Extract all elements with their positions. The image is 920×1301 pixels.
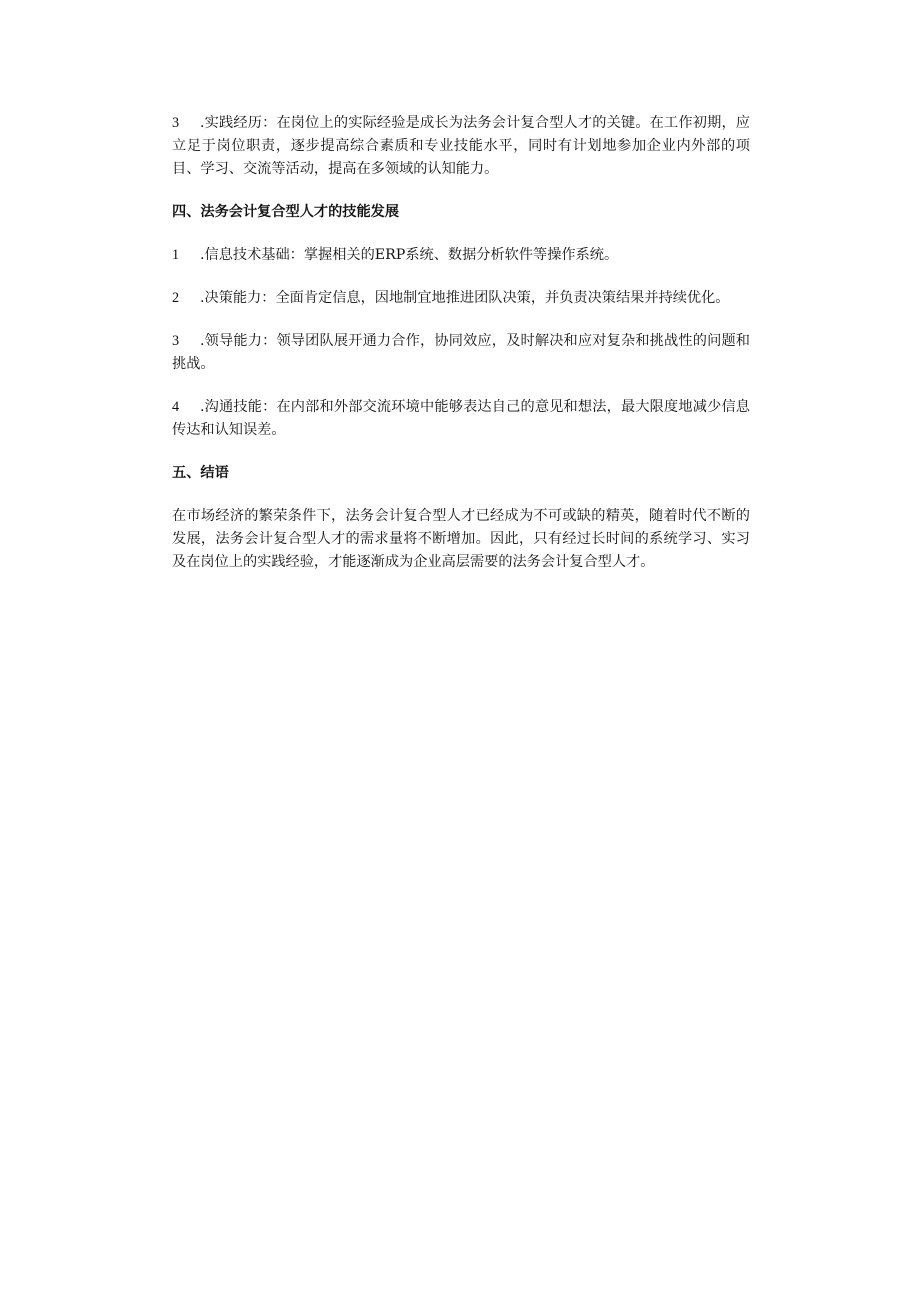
paragraph-text: .沟通技能：在内部和外部交流环境中能够表达自己的意见和想法，最大限度地减少信息传达和认知误差。 (172, 399, 750, 438)
practice-experience-paragraph (172, 112, 750, 181)
item-number: 3 (172, 115, 180, 131)
item-number: 1 (172, 247, 180, 263)
document-page (172, 112, 750, 574)
skill-item-leadership (172, 330, 750, 376)
item-number: 4 (172, 399, 180, 415)
section-heading-skills: 四、法务会计复合型人才的技能发展 (172, 204, 400, 220)
item-number: 3 (172, 333, 180, 349)
paragraph-text: .实践经历：在岗位上的实际经验是成长为法务会计复合型人才的关键。在工作初期，应立足于岗位职责，逐步提高综合素质和专业技能水平，同时有计划地参加企业内外部的项目、学习、交流等活动，提高在多领域的认知能力。 (172, 115, 750, 177)
paragraph-text: .领导能力：领导团队展开通力合作，协同效应，及时解决和应对复杂和挑战性的问题和挑战。 (172, 333, 750, 372)
skill-item-decision (172, 287, 750, 310)
item-number: 2 (172, 290, 180, 306)
conclusion-paragraph: 在市场经济的繁荣条件下，法务会计复合型人才已经成为不可或缺的精英，随着时代不断的发展，法务会计复合型人才的需求量将不断增加。因此，只有经过长时间的系统学习、实习及在岗位上的实践经验，才能逐渐成为企业高层需要的法务会计复合型人才。 (172, 508, 750, 570)
skill-item-it (172, 244, 750, 267)
section-heading-conclusion: 五、结语 (172, 465, 229, 481)
paragraph-text: .决策能力：全面肯定信息，因地制宜地推进团队决策，并负责决策结果并持续优化。 (200, 290, 730, 306)
paragraph-text: .信息技术基础：掌握相关的ERP系统、数据分析软件等操作系统。 (200, 247, 619, 263)
skill-item-communication (172, 396, 750, 442)
